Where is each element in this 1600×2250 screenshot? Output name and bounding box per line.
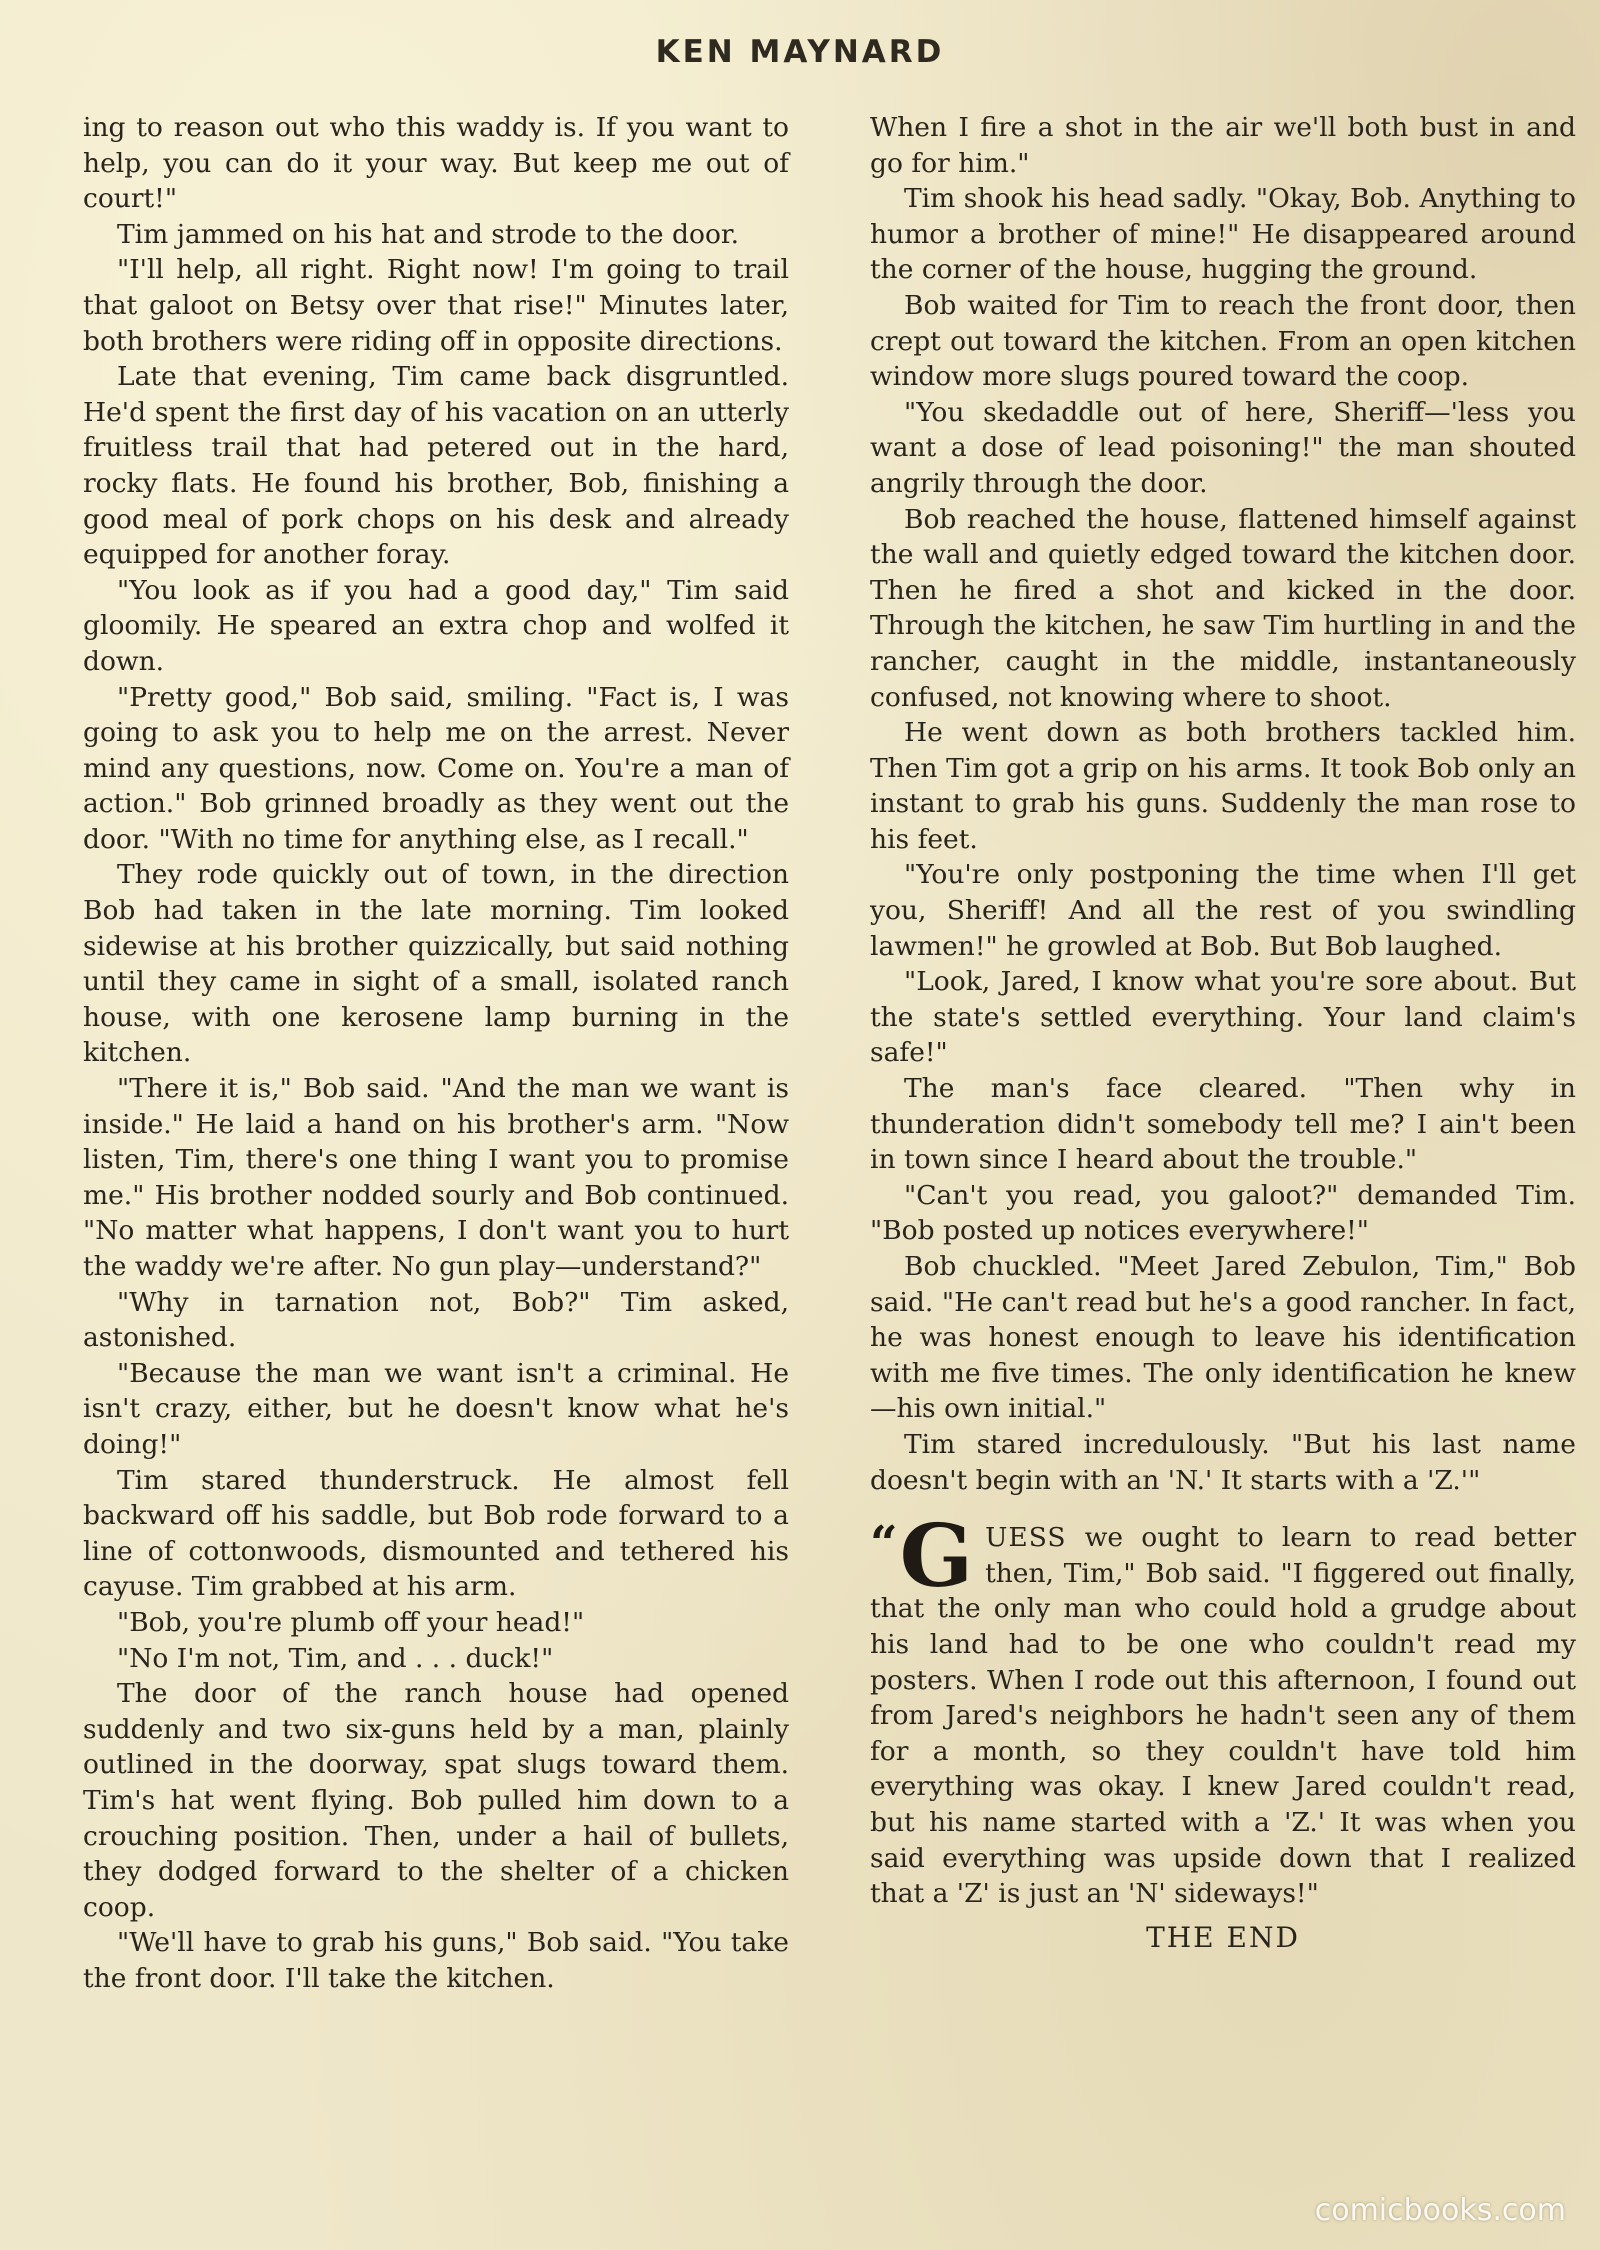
story-paragraph: "Bob, you're plumb off your head!": [117, 1606, 585, 1638]
story-paragraph: "Because the man we want isn't a criminal. He isn't crazy, either, but he doesn't know what he's doing!": [83, 1357, 789, 1460]
story-paragraph: "No I'm not, Tim, and . . . duck!": [117, 1642, 554, 1674]
final-section-text: we ought to learn to read better then, Tim," Bob said. "I figgered out finally, that the only man who could hold a grudge about his land had to be one who couldn't read my posters. When I rode out this afternoon, I found out from Jared's neighbors he hadn't seen any of them for a month, so they couldn't have told him everything was okay. I knew Jared couldn't read, but his name started with a 'Z.' It was when you said everything was upside down that I realized that a 'Z' is just an 'N' sideways!": [870, 1522, 1576, 1910]
story-paragraph: "Can't you read, you galoot?" demanded Tim. "Bob posted up notices everywhere!": [870, 1179, 1576, 1247]
story-paragraph: Tim stared thunderstruck. He almost fell backward off his saddle, but Bob rode forward to a line of cottonwoods, dismounted and tethered his cayuse. Tim grabbed at his arm.: [83, 1464, 789, 1603]
story-paragraph: "You're only postponing the time when I'll get you, Sheriff! And all the rest of you swindling lawmen!" he growled at Bob. But Bob laughed.: [870, 859, 1576, 962]
right-text-column: [870, 110, 1576, 1955]
story-paragraph: "You look as if you had a good day," Tim said gloomily. He speared an extra chop and wolfed it down.: [83, 574, 789, 677]
story-paragraph: Tim jammed on his hat and strode to the door.: [117, 218, 740, 250]
story-paragraph: Late that evening, Tim came back disgruntled. He'd spent the first day of his vacation on an utterly fruitless trail that had petered out in the hard, rocky flats. He found his brother, Bob, finishing a good meal of pork chops on his desk and already equipped for another foray.: [83, 361, 789, 571]
lead-in-caps: UESS: [985, 1522, 1067, 1554]
story-paragraph: Tim shook his head sadly. "Okay, Bob. Anything to humor a brother of mine!" He disappeared around the corner of the house, hugging the ground.: [870, 183, 1576, 286]
story-paragraph: "Look, Jared, I know what you're sore about. But the state's settled everything. Your land claim's safe!": [870, 966, 1576, 1069]
page-header-title: KEN MAYNARD: [655, 34, 945, 70]
story-paragraph: Tim stared incredulously. "But his last name doesn't begin with an 'N.' It starts with a 'Z.'": [870, 1428, 1576, 1496]
story-paragraph: The man's face cleared. "Then why in thunderation didn't somebody tell me? I ain't been in town since I heard about the trouble.": [870, 1073, 1576, 1176]
story-paragraph: "You skedaddle out of here, Sheriff—'less you want a dose of lead poisoning!" the man shouted angrily through the door.: [870, 396, 1576, 499]
story-paragraph: ing to reason out who this waddy is. If you want to help, you can do it your way. But keep me out of court!": [83, 112, 789, 215]
story-paragraph: Bob reached the house, flattened himself against the wall and quietly edged toward the kitchen door. Then he fired a shot and kicked in the door. Through the kitchen, he saw Tim hurtling in and the rancher, caught in the middle, instantaneously confused, not knowing where to shoot.: [870, 503, 1576, 713]
story-paragraph: They rode quickly out of town, in the direction Bob had taken in the late morning. Tim looked sidewise at his brother quizzically, but said nothing until they came in sight of a small, isolated ranch house, with one kerosene lamp burning in the kitchen.: [83, 859, 789, 1069]
the-end-label: THE END: [1146, 1920, 1300, 1954]
dropcap-letter: G: [899, 1506, 974, 1608]
story-paragraph: When I fire a shot in the air we'll both bust in and go for him.": [870, 112, 1576, 179]
story-paragraph: "Why in tarnation not, Bob?" Tim asked, astonished.: [83, 1286, 789, 1354]
left-text-column: [83, 110, 789, 1996]
story-paragraph: "Pretty good," Bob said, smiling. "Fact is, I was going to ask you to help me on the arrest. Never mind any questions, now. Come on. You're a man of action." Bob grinned broadly as they went out the door. "With no time for anything else, as I recall.": [83, 681, 789, 855]
story-paragraph: Bob waited for Tim to reach the front door, then crept out toward the kitchen. From an open kitchen window more slugs poured toward the coop.: [870, 289, 1576, 393]
dropcap-quote-mark: “: [870, 1516, 898, 1573]
story-paragraph: The door of the ranch house had opened suddenly and two six-guns held by a man, plainly outlined in the doorway, spat slugs toward them. Tim's hat went flying. Bob pulled him down to a crouching position. Then, under a hail of bullets, they dodged forward to the shelter of a chicken coop.: [83, 1678, 789, 1923]
story-paragraph: He went down as both brothers tackled him. Then Tim got a grip on his arms. It took Bob only an instant to grab his guns. Suddenly the man rose to his feet.: [870, 717, 1576, 855]
story-paragraph: "I'll help, all right. Right now! I'm going to trail that galoot on Betsy over that rise!" Minutes later, both brothers were riding off in opposite directions.: [83, 254, 789, 357]
story-paragraph: "There it is," Bob said. "And the man we want is inside." He laid a hand on his brother's arm. "Now listen, Tim, there's one thing I want you to promise me." His brother nodded sourly and Bob continued. "No matter what happens, I don't want you to hurt the waddy we're after. No gun play—understand?": [83, 1073, 789, 1282]
watermark-text: comicbooks.com: [1314, 2193, 1566, 2228]
story-paragraph: Bob chuckled. "Meet Jared Zebulon, Tim," Bob said. "He can't read but he's a good rancher. In fact, he was honest enough to leave his identification with me five times. The only identification he knew—his own initial.": [870, 1251, 1576, 1425]
story-paragraph: "We'll have to grab his guns," Bob said. "You take the front door. I'll take the kitchen.: [83, 1927, 789, 1994]
right-paragraphs: [870, 110, 1576, 1498]
final-section-paragraph: [870, 1506, 1576, 1912]
